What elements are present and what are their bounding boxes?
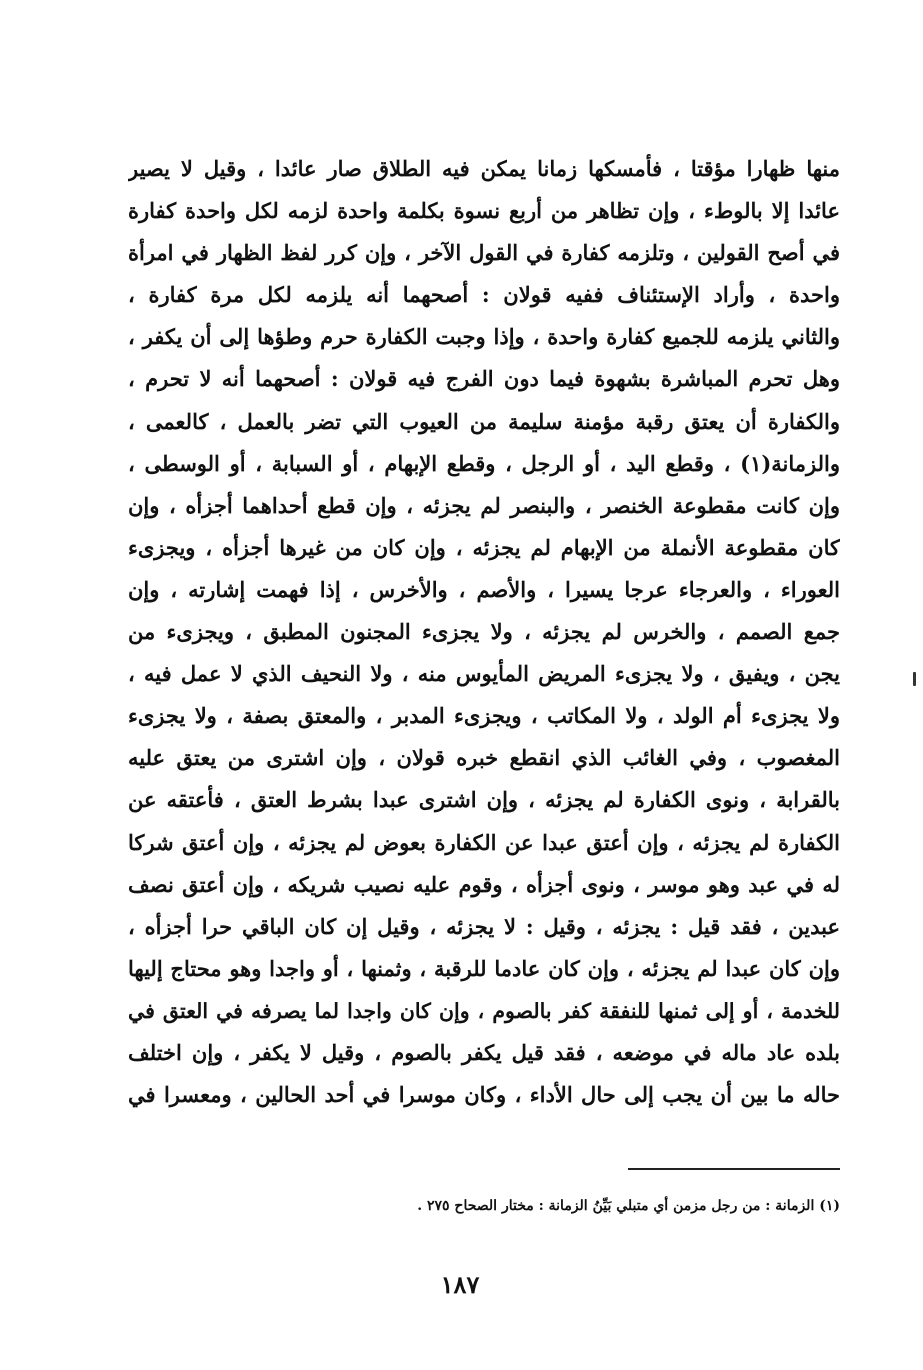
text-line: وهل تحرم المباشرة بشهوة فيما دون الفرج فيه قولان : أصحهما أنه لا تحرم ، (128, 366, 840, 392)
text-line: عبدين ، فقد قيل : يجزئه ، وقيل : لا يجزئه ، وقيل إن كان الباقي حرا أجزأه ، (128, 913, 840, 939)
text-line: الكفارة لم يجزئه ، وإن أعتق عبدا عن الكفارة بعوض لم يجزئه ، وإن أعتق شركا (128, 829, 840, 855)
text-line: له في عبد وهو موسر ، ونوى أجزأه ، وقوم عليه نصيب شريكه ، وإن أعتق نصف (128, 871, 840, 897)
text-line: واحدة ، وأراد الإستئناف ففيه قولان : أصحهما أنه يلزمه لكل مرة كفارة ، (128, 282, 840, 308)
footnote-separator (628, 1168, 840, 1170)
text-line: وإن كان عبدا لم يجزئه ، وإن كان عادما للرقبة ، وثمنها ، أو واجدا وهو محتاج إليها (128, 955, 840, 981)
text-line: بالقرابة ، ونوى الكفارة لم يجزئه ، وإن اشترى عبدا بشرط العتق ، فأعتقه عن (128, 787, 840, 813)
text-line: في أصح القولين ، وتلزمه كفارة في القول الآخر ، وإن كرر لفظ الظهار في امرأة (128, 240, 840, 266)
text-line: عائدا إلا بالوطء ، وإن تظاهر من أربع نسوة بكلمة واحدة لزمه لكل واحدة كفارة (128, 198, 840, 224)
text-line: والكفارة أن يعتق رقبة مؤمنة سليمة من العيوب التي تضر بالعمل ، كالعمى ، (128, 408, 840, 434)
text-line: المغصوب ، وفي الغائب الذي انقطع خبره قولان ، وإن اشترى من يعتق عليه (128, 745, 840, 771)
margin-mark (913, 672, 916, 686)
text-line: والزمانة(١) ، وقطع اليد ، أو الرجل ، وقطع الإبهام ، أو السبابة ، أو الوسطى ، (128, 450, 840, 476)
text-line: جمع الصمم ، والخرس لم يجزئه ، ولا يجزىء المجنون المطبق ، ويجزىء من (128, 619, 840, 645)
main-text-block (128, 148, 840, 1116)
text-line: بلده عاد ماله في موضعه ، فقد قيل يكفر بالصوم ، وقيل لا يكفر ، وإن اختلف (128, 1039, 840, 1065)
text-line: والثاني يلزمه للجميع كفارة واحدة ، وإذا وجبت الكفارة حرم وطؤها إلى أن يكفر ، (128, 324, 840, 350)
text-line: العوراء ، والعرجاء عرجا يسيرا ، والأصم ، والأخرس ، إذا فهمت إشارته ، وإن (128, 576, 840, 602)
text-line: يجن ، ويفيق ، ولا يجزىء المريض المأيوس منه ، ولا النحيف الذي لا عمل فيه ، (128, 661, 840, 687)
text-line: منها ظهارا مؤقتا ، فأمسكها زمانا يمكن فيه الطلاق صار عائدا ، وقيل لا يصير (128, 156, 840, 181)
footnote: (١) الزمانة : من رجل مزمن أي متبلي بَيِّنُ الزمانة : مختار الصحاح ٢٧٥ . (417, 1198, 840, 1214)
text-line: حاله ما بين أن يجب إلى حال الأداء ، وكان موسرا في أحد الحالين ، ومعسرا في (128, 1082, 840, 1108)
page-number: ١٨٧ (440, 1270, 480, 1299)
text-line: وإن كانت مقطوعة الخنصر ، والبنصر لم يجزئه ، وإن قطع أحداهما أجزأه ، وإن (128, 492, 840, 518)
text-line: كان مقطوعة الأنملة من الإبهام لم يجزئه ، وإن كان من غيرها أجزأه ، ويجزىء (128, 534, 840, 560)
text-line: ولا يجزىء أم الولد ، ولا المكاتب ، ويجزىء المدبر ، والمعتق بصفة ، ولا يجزىء (128, 703, 840, 729)
text-line: للخدمة ، أو إلى ثمنها للنفقة كفر بالصوم ، وإن كان واجدا لما يصرفه في العتق في (128, 998, 840, 1023)
